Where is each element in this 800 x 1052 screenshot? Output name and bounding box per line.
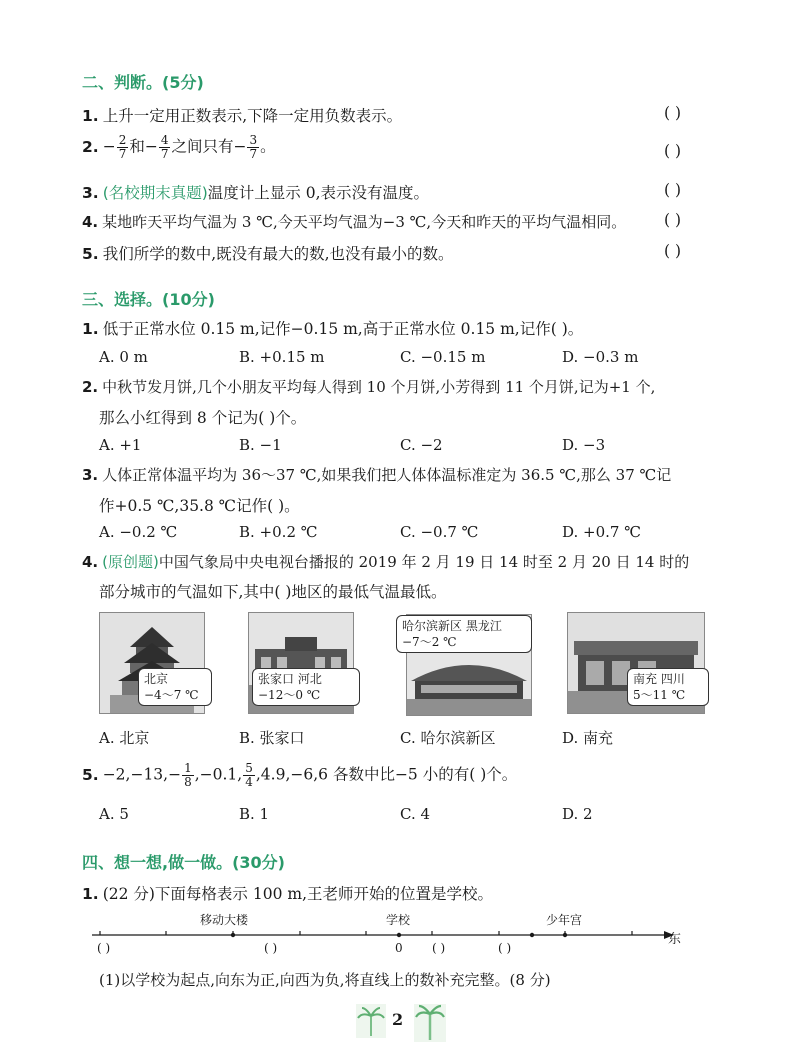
option-d[interactable]: D. 2 bbox=[562, 805, 593, 823]
option-d[interactable]: D. +0.7 ℃ bbox=[562, 523, 641, 541]
answer-blank[interactable]: ( ) bbox=[664, 211, 682, 229]
number-line-blank[interactable]: ( ) bbox=[432, 941, 446, 955]
question-text: (22 分)下面每格表示 100 m,王老师开始的位置是学校。 bbox=[102, 885, 493, 903]
option-d[interactable]: D. −3 bbox=[562, 436, 606, 454]
question-text: 人体正常体温平均为 36～37 ℃,如果我们把人体体温标准定为 36.5 ℃,那么 37 ℃记 bbox=[102, 466, 672, 484]
question-number: 4. bbox=[82, 553, 99, 571]
question-number: 2. bbox=[82, 378, 99, 396]
city-name: 哈尔滨新区 黑龙江 bbox=[402, 619, 502, 633]
choice-question-2 bbox=[82, 376, 655, 397]
numerator: 1 bbox=[184, 761, 192, 775]
denominator: 4 bbox=[245, 775, 253, 789]
temperature-range: −4～7 ℃ bbox=[144, 688, 199, 702]
option-c[interactable]: C. 哈尔滨新区 bbox=[400, 729, 496, 747]
page-number: 2 bbox=[392, 1010, 404, 1029]
question-number: 5. bbox=[82, 765, 99, 784]
option-a[interactable]: A. −0.2 ℃ bbox=[99, 523, 178, 541]
city-name: 南充 四川 bbox=[633, 672, 685, 686]
temperature-bubble-beijing bbox=[138, 668, 212, 706]
label-mobile-building: 移动大楼 bbox=[200, 913, 249, 927]
text-part: − bbox=[102, 137, 116, 156]
sub-question-1: (1)以学校为起点,向东为正,向西为负,将直线上的数补充完整。(8 分) bbox=[99, 971, 551, 989]
numerator: 4 bbox=[160, 133, 169, 147]
numerator: 2 bbox=[118, 133, 127, 147]
text-part: ,4.9,−6,6 各数中比−5 小的有( )个。 bbox=[255, 765, 518, 784]
answer-blank[interactable]: ( ) bbox=[664, 142, 682, 160]
section-3-title: 三、选择。(10分) bbox=[82, 290, 215, 309]
fraction bbox=[182, 762, 194, 789]
number-line-blank[interactable]: ( ) bbox=[498, 941, 512, 955]
denominator: 7 bbox=[160, 147, 169, 161]
numerator: 5 bbox=[245, 761, 253, 775]
question-number: 2. bbox=[82, 137, 99, 156]
fraction bbox=[243, 762, 255, 789]
question-text-line2: 那么小红得到 8 个记为( )个。 bbox=[99, 409, 307, 427]
fraction bbox=[117, 134, 129, 161]
text-part: −2,−13,− bbox=[102, 765, 182, 784]
number-line-blank[interactable]: ( ) bbox=[97, 941, 111, 955]
label-school: 学校 bbox=[386, 913, 411, 927]
question-text: 某地昨天平均气温为 3 ℃,今天平均气温为−3 ℃,今天和昨天的平均气温相同。 bbox=[102, 213, 627, 231]
fraction bbox=[159, 134, 171, 161]
east-label: 东 bbox=[668, 932, 682, 947]
answer-blank[interactable]: ( ) bbox=[664, 181, 682, 199]
option-d[interactable]: D. 南充 bbox=[562, 729, 614, 747]
number-line bbox=[90, 926, 680, 940]
section-2-title: 二、判断。(5分) bbox=[82, 73, 204, 92]
number-line-blank[interactable]: ( ) bbox=[264, 941, 278, 955]
question-text: 我们所学的数中,既没有最大的数,也没有最小的数。 bbox=[102, 245, 454, 263]
fraction bbox=[247, 134, 259, 161]
judge-question-3 bbox=[82, 181, 429, 203]
temperature-bubble-harbin bbox=[396, 615, 532, 653]
judge-question-1 bbox=[82, 104, 402, 126]
question-text: 中国气象局中央电视台播报的 2019 年 2 月 19 日 14 时至 2 月 20 日 14 时的 bbox=[158, 553, 690, 571]
question-number: 1. bbox=[82, 885, 99, 903]
option-a[interactable]: A. 5 bbox=[99, 805, 129, 823]
choice-question-4 bbox=[82, 551, 689, 572]
temperature-bubble-nanchong bbox=[627, 668, 709, 706]
city-name: 北京 bbox=[144, 672, 169, 686]
option-c[interactable]: C. 4 bbox=[400, 805, 431, 823]
denominator: 7 bbox=[249, 147, 258, 161]
temperature-range: −12～0 ℃ bbox=[258, 688, 321, 702]
option-b[interactable]: B. 1 bbox=[239, 805, 270, 823]
question-number: 1. bbox=[82, 107, 99, 125]
text-part: 之间只有− bbox=[171, 137, 247, 156]
question-text: 中秋节发月饼,几个小朋友平均每人得到 10 个月饼,小芳得到 11 个月饼,记为+1 个, bbox=[102, 378, 656, 396]
answer-blank[interactable]: ( ) bbox=[664, 242, 682, 260]
question-number: 3. bbox=[82, 184, 99, 202]
answer-blank[interactable]: ( ) bbox=[664, 104, 682, 122]
question-text-line2: 作+0.5 ℃,35.8 ℃记作( )。 bbox=[99, 497, 300, 515]
source-tag: (名校期末真题) bbox=[102, 184, 208, 202]
denominator: 7 bbox=[118, 147, 127, 161]
question-number: 1. bbox=[82, 320, 99, 338]
choice-question-5 bbox=[82, 762, 517, 789]
text-part: ,−0.1, bbox=[194, 765, 243, 784]
question-text: 温度计上显示 0,表示没有温度。 bbox=[207, 184, 430, 202]
option-a[interactable]: A. 北京 bbox=[99, 729, 150, 747]
text-part: 。 bbox=[260, 137, 276, 156]
option-b[interactable]: B. 张家口 bbox=[239, 729, 305, 747]
judge-question-5 bbox=[82, 242, 454, 264]
option-c[interactable]: C. −2 bbox=[400, 436, 443, 454]
judge-question-2 bbox=[82, 134, 276, 161]
city-name: 张家口 河北 bbox=[258, 672, 322, 686]
section-4-title: 四、想一想,做一做。(30分) bbox=[82, 853, 285, 872]
practice-question-1 bbox=[82, 882, 493, 904]
question-text-line2: 部分城市的气温如下,其中( )地区的最低气温最低。 bbox=[99, 583, 447, 601]
label-youth-palace: 少年宫 bbox=[546, 913, 583, 927]
denominator: 8 bbox=[184, 775, 192, 789]
option-c[interactable]: C. −0.15 m bbox=[400, 348, 486, 366]
numerator: 3 bbox=[249, 133, 258, 147]
temperature-range: −7～2 ℃ bbox=[402, 635, 457, 649]
choice-question-3 bbox=[82, 464, 671, 485]
option-b[interactable]: B. +0.15 m bbox=[239, 348, 325, 366]
option-a[interactable]: A. +1 bbox=[99, 436, 142, 454]
choice-question-1 bbox=[82, 317, 583, 339]
option-a[interactable]: A. 0 m bbox=[99, 348, 148, 366]
source-tag: (原创题) bbox=[102, 553, 159, 571]
text-part: 和− bbox=[129, 137, 158, 156]
option-d[interactable]: D. −0.3 m bbox=[562, 348, 639, 366]
option-c[interactable]: C. −0.7 ℃ bbox=[400, 523, 479, 541]
judge-question-4 bbox=[82, 211, 626, 232]
option-b[interactable]: B. +0.2 ℃ bbox=[239, 523, 318, 541]
temperature-range: 5～11 ℃ bbox=[633, 688, 686, 702]
option-b[interactable]: B. −1 bbox=[239, 436, 282, 454]
question-number: 5. bbox=[82, 245, 99, 263]
question-text: 低于正常水位 0.15 m,记作−0.15 m,高于正常水位 0.15 m,记作( )。 bbox=[102, 320, 584, 338]
zero-label: 0 bbox=[395, 941, 403, 955]
question-text: 上升一定用正数表示,下降一定用负数表示。 bbox=[102, 107, 403, 125]
temperature-bubble-zhangjiakou bbox=[252, 668, 360, 706]
question-number: 3. bbox=[82, 466, 99, 484]
question-number: 4. bbox=[82, 213, 99, 231]
